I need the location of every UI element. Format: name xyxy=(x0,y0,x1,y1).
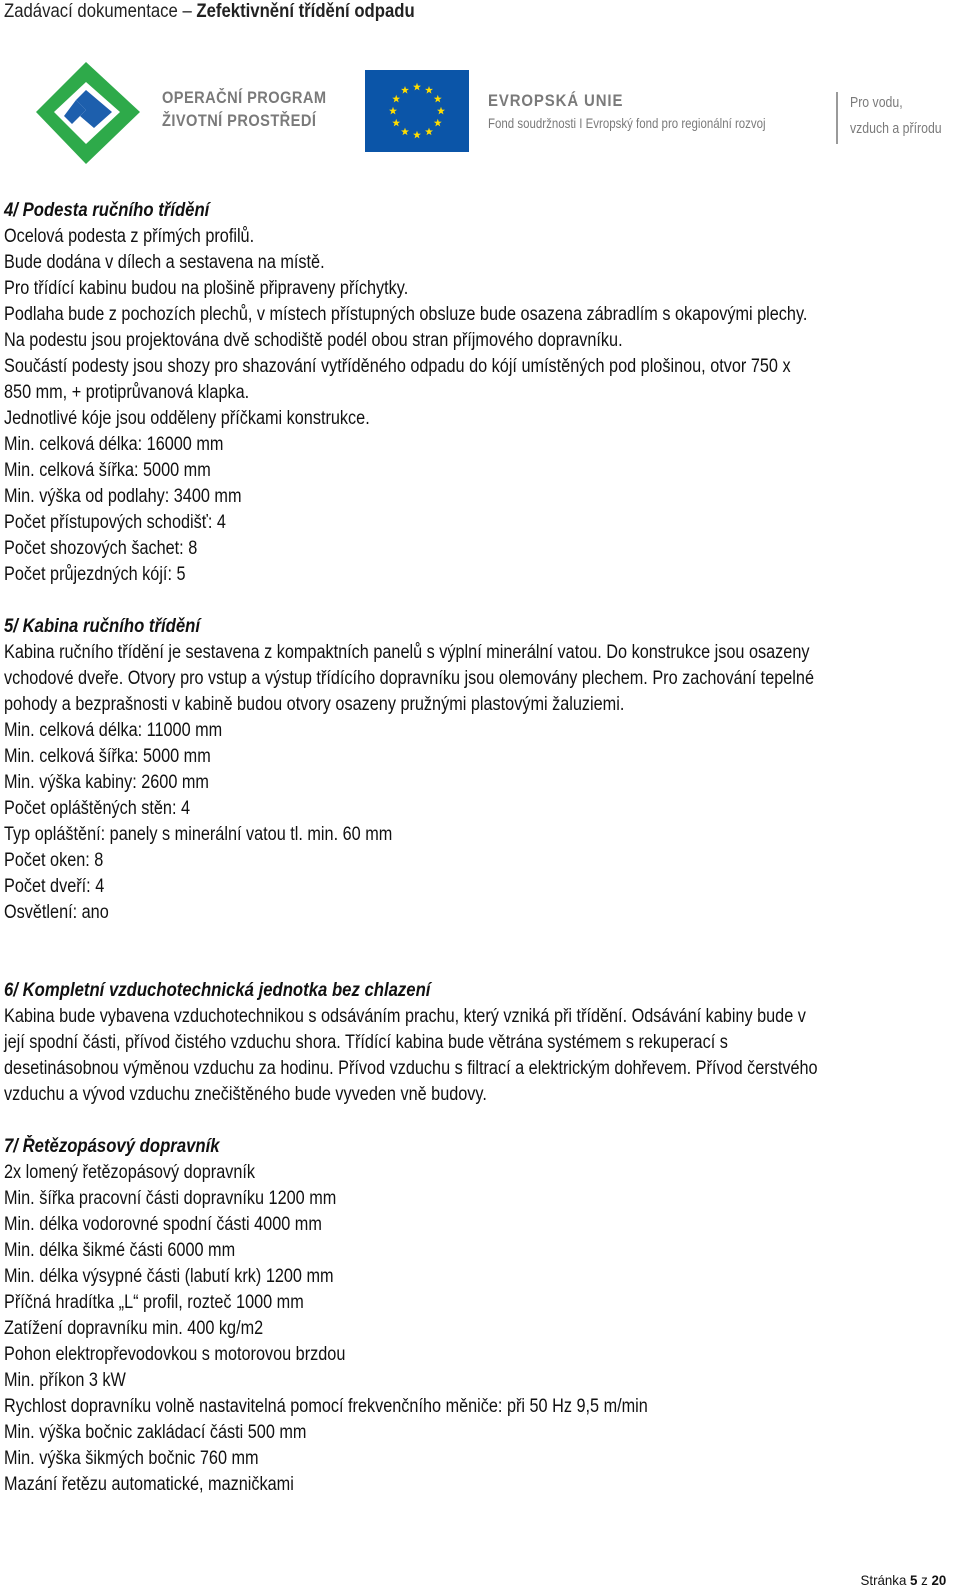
motto-text xyxy=(850,90,942,142)
text-line: pohody a bezprašnosti v kabině budou otvory osazeny pružnými plastovými žaluziemi. xyxy=(4,694,625,715)
text-line: Min. výška bočnic zakládací části 500 mm xyxy=(4,1422,307,1443)
text-line: Min. celková šířka: 5000 mm xyxy=(4,460,211,481)
text-line: Pohon elektropřevodovkou s motorovou brzdou xyxy=(4,1344,346,1365)
text-line: Ocelová podesta z přímých profilů. xyxy=(4,226,255,247)
section-heading: 5/ Kabina ručního třídění xyxy=(4,616,201,637)
text-line: Počet dveří: 4 xyxy=(4,876,105,897)
text-line: Min. celková šířka: 5000 mm xyxy=(4,746,211,767)
eu-fund-name: Fond soudržnosti I Evropský fond pro regionální rozvoj xyxy=(488,115,766,131)
logo-divider xyxy=(836,92,838,144)
text-line: 2x lomený řetězopásový dopravník xyxy=(4,1162,256,1183)
text-line: Kabina ručního třídění je sestavena z kompaktních panelů s výplní minerální vatou. Do konstrukce jsou osazeny xyxy=(4,642,810,663)
header-prefix: Zadávací dokumentace – xyxy=(4,1,197,22)
text-line: Osvětlení: ano xyxy=(4,902,109,923)
text-line: Min. délka vodorovné spodní části 4000 mm xyxy=(4,1214,322,1235)
total-pages: 20 xyxy=(931,1572,946,1588)
section-heading: 4/ Podesta ručního třídění xyxy=(4,200,210,221)
section-spacer xyxy=(4,926,954,952)
section-spacer xyxy=(4,588,954,614)
text-line: Min. celková délka: 16000 mm xyxy=(4,434,224,455)
text-line: Min. příkon 3 kW xyxy=(4,1370,126,1391)
text-line: Min. délka šikmé části 6000 mm xyxy=(4,1240,236,1261)
text-line: Počet průjezdných kójí: 5 xyxy=(4,564,186,585)
header-title: Zefektivnění třídění odpadu xyxy=(196,1,415,22)
page-prefix: Stránka xyxy=(860,1572,910,1588)
text-line: Počet oken: 8 xyxy=(4,850,104,871)
current-page: 5 xyxy=(909,1572,918,1588)
text-line: Bude dodána v dílech a sestavena na místě. xyxy=(4,252,325,273)
text-line: Jednotlivé kóje jsou odděleny příčkami konstrukce. xyxy=(4,408,370,429)
op-logo-line1: OPERAČNÍ PROGRAM xyxy=(162,88,327,107)
text-line: Počet shozových šachet: 8 xyxy=(4,538,198,559)
eu-name: EVROPSKÁ UNIE xyxy=(488,91,624,110)
page-number xyxy=(860,1570,946,1590)
text-line: vzduchu a vývod vzduchu znečištěného bude vyveden vně budovy. xyxy=(4,1084,487,1105)
text-line: Typ opláštění: panely s minerální vatou tl. min. 60 mm xyxy=(4,824,393,845)
eu-logo-text xyxy=(488,90,827,134)
op-zp-logo-text xyxy=(162,86,327,132)
eu-flag-icon xyxy=(365,70,469,152)
motto-line1: Pro vodu, xyxy=(850,94,903,111)
text-line: Příčná hradítka „L“ profil, rozteč 1000 mm xyxy=(4,1292,304,1313)
document-header-title xyxy=(4,0,415,24)
document-body xyxy=(4,198,954,1498)
section-heading: 7/ Řetězopásový dopravník xyxy=(4,1136,220,1157)
text-line: Min. celková délka: 11000 mm xyxy=(4,720,223,741)
section-spacer xyxy=(4,1108,954,1134)
text-line: Rychlost dopravníku volně nastavitelná pomocí frekvenčního měniče: při 50 Hz 9,5 m/min xyxy=(4,1396,648,1417)
text-line: desetinásobnou výměnou vzduchu za hodinu. Přívod vzduchu s filtrací a elektrickým dohřevem. Přívod čerstvého xyxy=(4,1058,818,1079)
text-line: Kabina bude vybavena vzduchotechnikou s odsáváním prachu, který vzniká při třídění. Odsávání kabiny bude v xyxy=(4,1006,806,1027)
text-line: Podlaha bude z pochozích plechů, v místech přístupných obsluze bude osazena zábradlím s okapovými plechy. xyxy=(4,304,808,325)
text-line: Min. délka výsypné části (labutí krk) 1200 mm xyxy=(4,1266,334,1287)
text-line: Pro třídící kabinu budou na plošině připraveny příchytky. xyxy=(4,278,409,299)
text-line: vchodové dveře. Otvory pro vstup a výstup třídícího dopravníku jsou olemovány plechem. Pro zachování tepelné xyxy=(4,668,814,689)
text-line: Počet opláštěných stěn: 4 xyxy=(4,798,191,819)
logo-banner xyxy=(0,56,960,166)
text-line: Mazání řetězu automatické, mazničkami xyxy=(4,1474,294,1495)
text-line: 850 mm, + protiprůvanová klapka. xyxy=(4,382,250,403)
section-spacer xyxy=(4,952,954,978)
text-line: Součástí podesty jsou shozy pro shazování vytříděného odpadu do kójí umístěných pod plošinou, otvor 750 x xyxy=(4,356,791,377)
text-line: Min. výška kabiny: 2600 mm xyxy=(4,772,209,793)
text-line: Počet přístupových schodišť: 4 xyxy=(4,512,226,533)
text-line: Min. výška šikmých bočnic 760 mm xyxy=(4,1448,259,1469)
text-line: Min. šířka pracovní části dopravníku 1200 mm xyxy=(4,1188,337,1209)
text-line: její spodní části, přívod čistého vzduchu shora. Třídící kabina bude větrána systémem s rekuperací s xyxy=(4,1032,728,1053)
op-logo-line2: ŽIVOTNÍ PROSTŘEDÍ xyxy=(162,111,317,130)
text-line: Zatížení dopravníku min. 400 kg/m2 xyxy=(4,1318,264,1339)
section-heading: 6/ Kompletní vzduchotechnická jednotka bez chlazení xyxy=(4,980,431,1001)
motto-line2: vzduch a přírodu xyxy=(850,120,942,137)
page-sep: z xyxy=(917,1572,932,1588)
op-zp-logo-icon xyxy=(36,60,146,165)
text-line: Na podestu jsou projektována dvě schodiště podél obou stran příjmového dopravníku. xyxy=(4,330,623,351)
text-line: Min. výška od podlahy: 3400 mm xyxy=(4,486,242,507)
